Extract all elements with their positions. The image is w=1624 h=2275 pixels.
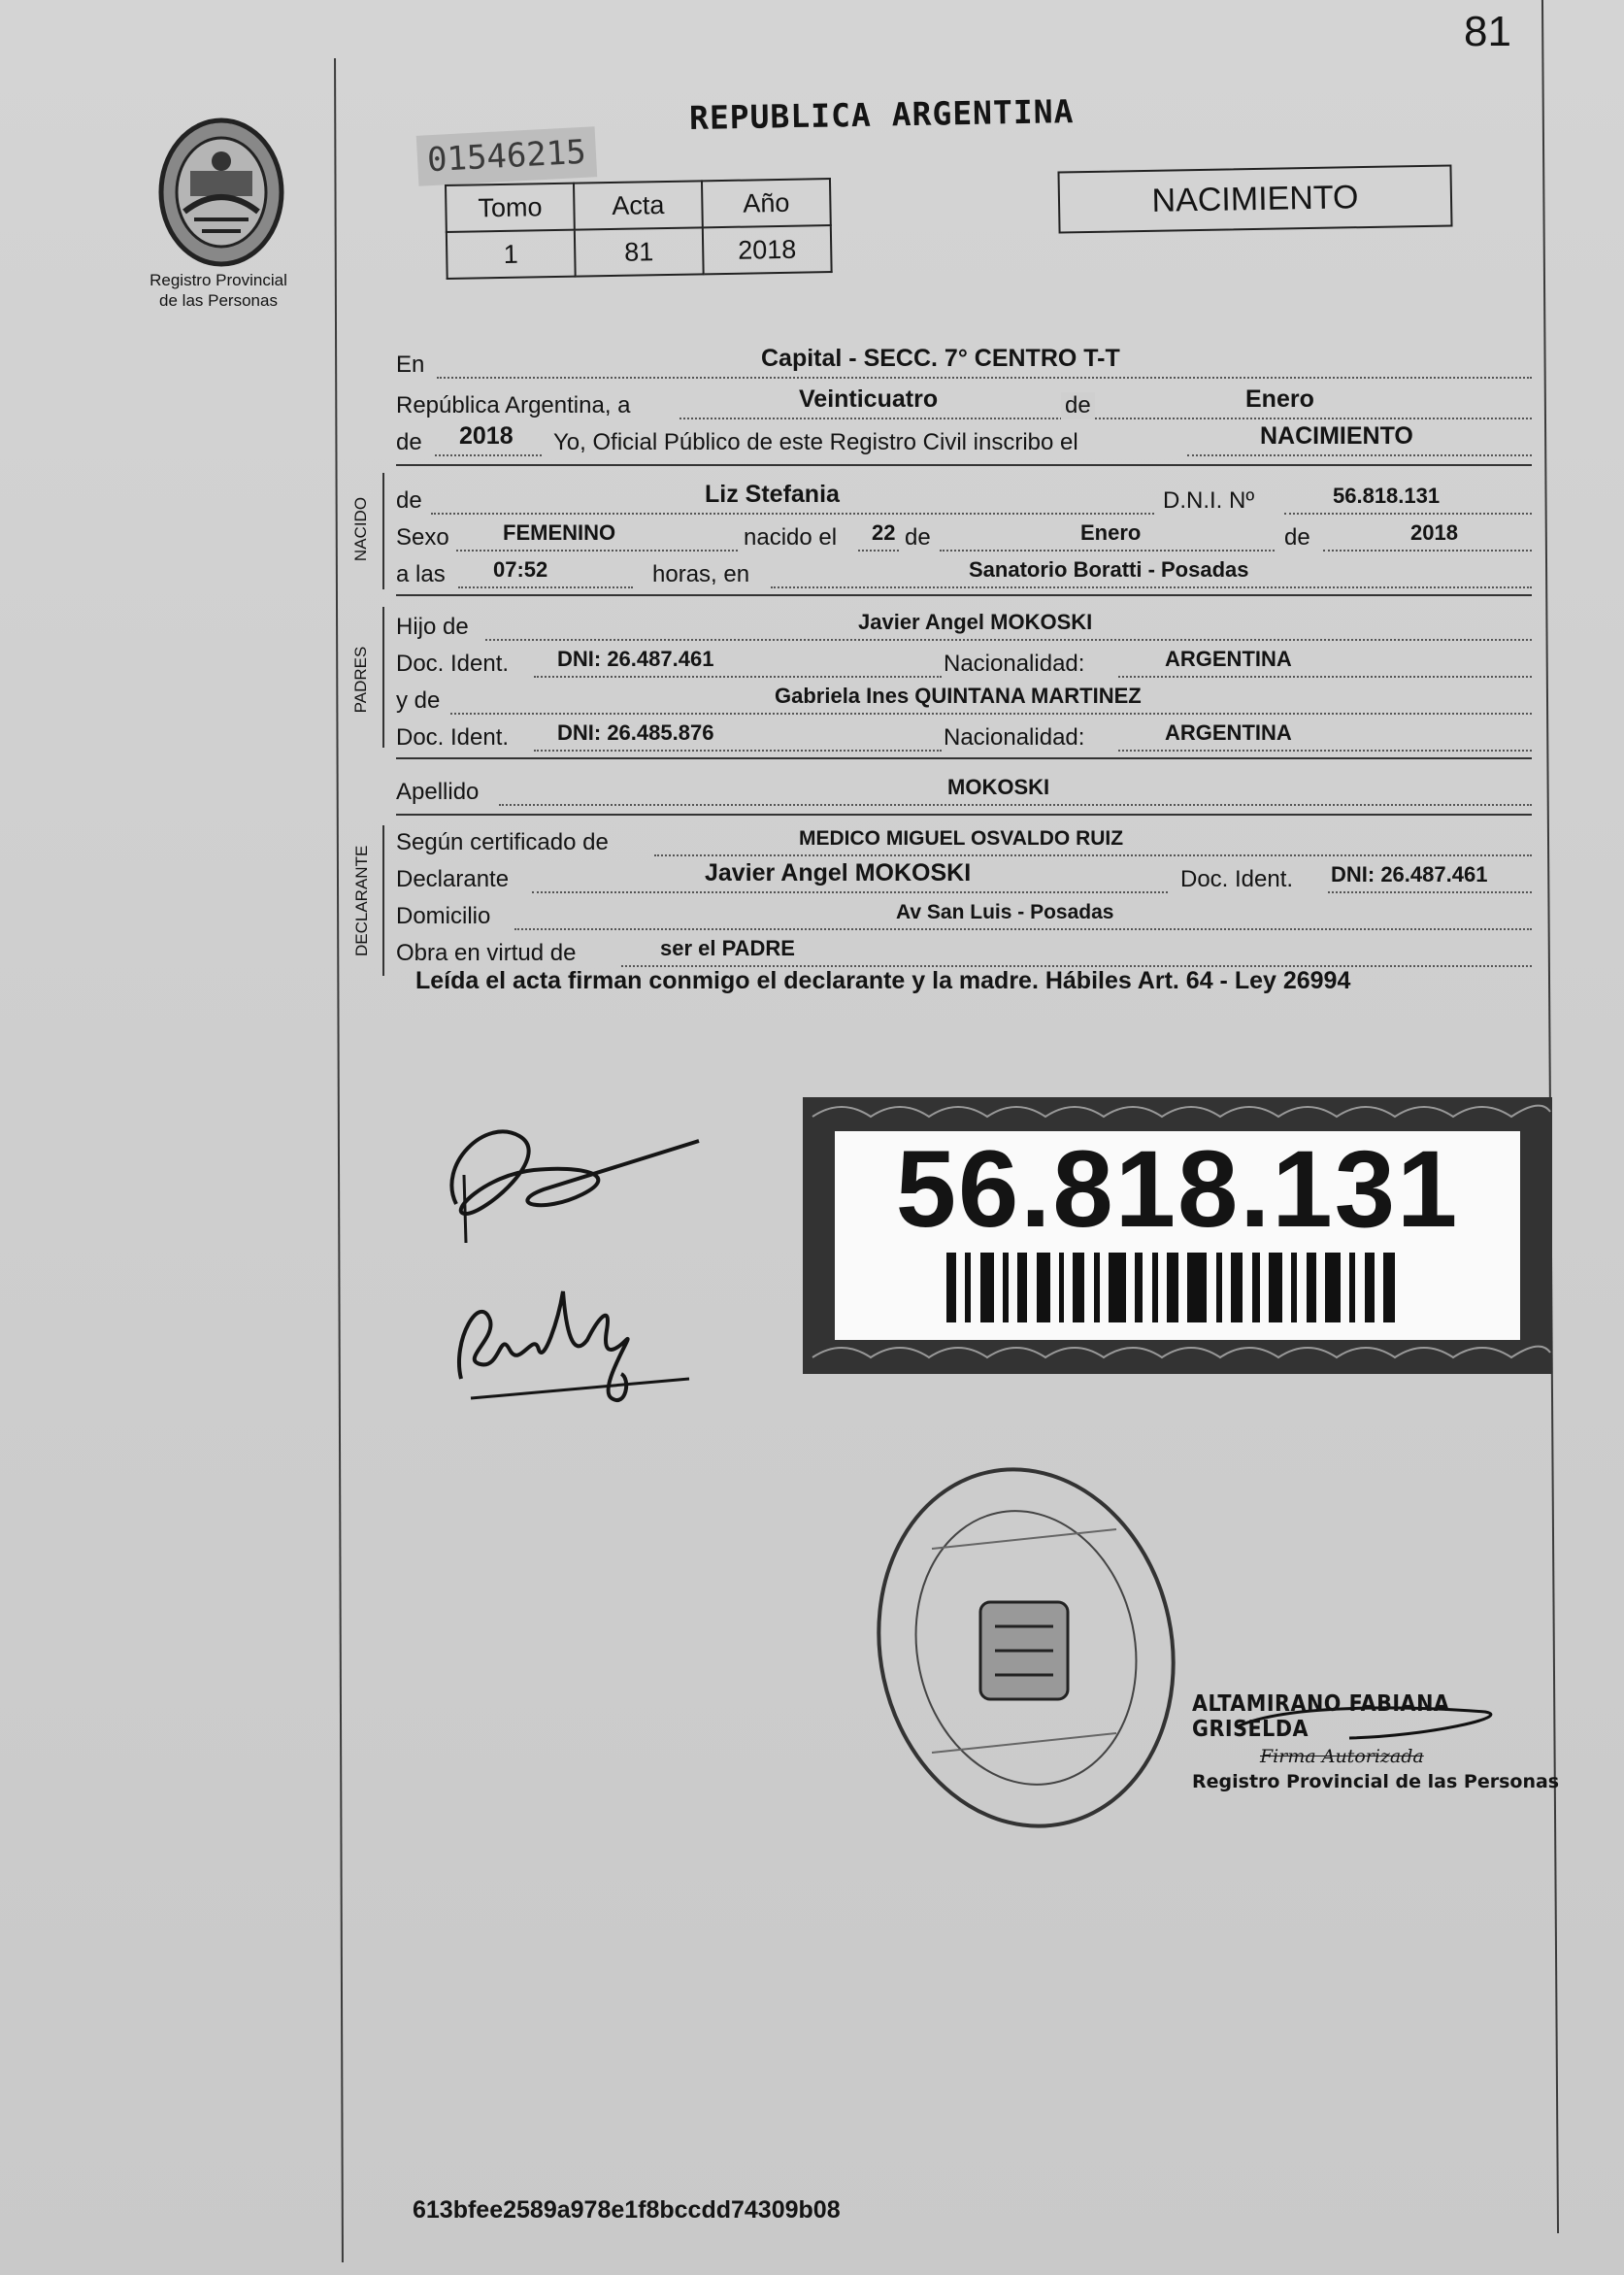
declarante-doc-label: Doc. Ident. [1180, 866, 1294, 892]
month-value: Enero [1245, 385, 1314, 413]
official-name: ALTAMIRANO FABIANA GRISELDA [1192, 1691, 1450, 1742]
dotted-line [456, 548, 738, 552]
a-las-label: a las [396, 561, 446, 587]
nacido-el-label: nacido el [744, 524, 838, 551]
sexo-value: FEMENINO [503, 520, 616, 545]
declarante-value: Javier Angel MOKOSKI [705, 859, 972, 887]
row-time-place [396, 559, 1532, 592]
dni-stamp-number: 56.818.131 [895, 1128, 1460, 1250]
doc-label: Doc. Ident. [396, 724, 510, 751]
certificado-value: MEDICO MIGUEL OSVALDO RUIZ [799, 827, 1124, 850]
nacionalidad-label: Nacionalidad: [944, 651, 1085, 677]
row-place [396, 345, 1532, 383]
father-nationality: ARGENTINA [1165, 647, 1292, 671]
mother-name: Gabriela Ines QUINTANA MARTINEZ [775, 684, 1142, 708]
dotted-line [437, 375, 1532, 379]
row-surname [396, 777, 1532, 810]
left-margin-line [334, 58, 344, 2262]
official-registry: Registro Provincial de las Personas [1192, 1771, 1560, 1792]
nacido-section-label: NACIDO [351, 496, 370, 562]
dotted-line [534, 674, 942, 678]
row-declarant [396, 859, 1532, 897]
child-dni: 56.818.131 [1333, 484, 1441, 508]
padres-bracket [382, 607, 384, 748]
child-first-name: Liz Stefania [705, 481, 840, 508]
nacionalidad-label: Nacionalidad: [944, 724, 1085, 751]
acta-value: 81 [575, 227, 704, 276]
de-label: de [396, 487, 422, 514]
section-rule [396, 464, 1532, 466]
inscribo-text: Yo, Oficial Público de este Registro Civil inscribo el [553, 429, 1078, 455]
birth-time: 07:52 [493, 557, 548, 582]
row-date [396, 385, 1532, 423]
section-rule [396, 814, 1532, 816]
dotted-line [1323, 548, 1532, 552]
mother-doc: DNI: 26.485.876 [557, 720, 714, 745]
birth-month: Enero [1080, 520, 1142, 545]
dotted-line [450, 711, 1532, 715]
row-mother [396, 686, 1532, 719]
mother-signature [442, 1272, 694, 1408]
country-label: República Argentina, a [396, 392, 631, 418]
dotted-line [940, 548, 1275, 552]
day-value: Veinticuatro [799, 385, 939, 413]
dotted-line [532, 889, 1168, 893]
surname-value: MOKOSKI [947, 775, 1050, 799]
dotted-line [679, 416, 1532, 419]
dotted-line [654, 853, 1532, 856]
closing-statement: Leída el acta firman conmigo el declarante y la madre. Hábiles Art. 64 - Ley 26994 [415, 967, 1351, 994]
dotted-line [458, 585, 633, 588]
row-address [396, 901, 1532, 934]
year-prefix: de [396, 429, 422, 455]
y-de-label: y de [396, 687, 441, 714]
country-title: REPUBLICA ARGENTINA [688, 92, 1075, 137]
dotted-line [514, 926, 1532, 930]
dotted-line [858, 548, 899, 552]
dotted-line [499, 802, 1532, 806]
anio-value: 2018 [703, 225, 832, 274]
row-father [396, 612, 1532, 645]
official-role: Firma Autorizada [1260, 1746, 1424, 1767]
obra-label: Obra en virtud de [396, 940, 577, 966]
anio-header: Año [702, 179, 831, 227]
padres-section-label: PADRES [351, 646, 370, 714]
declarante-bracket [382, 825, 384, 976]
row-name [396, 481, 1532, 519]
record-type-box: NACIMIENTO [1057, 164, 1452, 233]
doc-label: Doc. Ident. [396, 651, 510, 677]
de-label-2: de [905, 524, 931, 551]
document-hash: 613bfee2589a978e1f8bccdd74309b08 [413, 2196, 841, 2224]
en-label: En [396, 351, 425, 378]
registry-label-line2: de las Personas [159, 291, 278, 310]
birth-day: 22 [872, 520, 896, 545]
row-certificate [396, 827, 1532, 860]
registry-label-line1: Registro Provincial [149, 271, 287, 289]
mother-nationality: ARGENTINA [1165, 720, 1292, 745]
year-value: 2018 [459, 422, 514, 450]
dotted-line [435, 452, 542, 456]
obra-value: ser el PADRE [660, 936, 795, 960]
row-year [396, 422, 1532, 460]
declarante-label: Declarante [396, 866, 510, 892]
domicilio-value: Av San Luis - Posadas [896, 901, 1114, 923]
tomo-header: Tomo [446, 184, 575, 232]
inscription-type: NACIMIENTO [1260, 422, 1413, 450]
row-mother-doc [396, 722, 1532, 755]
section-rule [396, 757, 1532, 759]
page-number: 81 [1464, 8, 1511, 55]
declarante-section-label: DECLARANTE [352, 845, 371, 956]
registry-label [126, 270, 311, 311]
birth-place: Sanatorio Boratti - Posadas [969, 557, 1249, 582]
tomo-value: 1 [447, 230, 576, 279]
father-name: Javier Angel MOKOSKI [858, 610, 1093, 634]
birth-year: 2018 [1410, 520, 1458, 545]
declarante-doc: DNI: 26.487.461 [1331, 862, 1488, 887]
dni-label: D.N.I. Nº [1163, 487, 1255, 514]
hijo-label: Hijo de [396, 614, 469, 640]
dotted-line [485, 637, 1532, 641]
dotted-line [1118, 748, 1532, 752]
declarant-signature [427, 1107, 709, 1253]
dotted-line [771, 585, 1532, 588]
place-value: Capital - SECC. 7° CENTRO T-T [761, 345, 1120, 372]
row-sex-birth [396, 522, 1532, 555]
certificado-label: Según certificado de [396, 829, 609, 855]
sexo-label: Sexo [396, 524, 449, 551]
section-rule [396, 594, 1532, 596]
de-label: de [1061, 392, 1095, 419]
dotted-line [1328, 889, 1532, 893]
official-registry-stamp [874, 1461, 1179, 1835]
book-reference-table [445, 178, 833, 280]
father-doc: DNI: 26.487.461 [557, 647, 714, 671]
dotted-line [534, 748, 942, 752]
horas-label: horas, en [652, 561, 750, 587]
nacido-bracket [382, 473, 384, 589]
dotted-line [1187, 452, 1532, 456]
dni-barcode [946, 1253, 1395, 1322]
misiones-seal-logo [155, 115, 287, 270]
serial-number: 01546215 [416, 126, 597, 186]
dotted-line [1284, 511, 1532, 515]
de-label-3: de [1284, 524, 1310, 551]
acta-header: Acta [574, 181, 703, 229]
dotted-line [431, 511, 1154, 515]
domicilio-label: Domicilio [396, 903, 491, 929]
official-signature-block [1192, 1691, 1561, 1792]
apellido-label: Apellido [396, 779, 480, 805]
dotted-line [1118, 674, 1532, 678]
row-father-doc [396, 649, 1532, 682]
